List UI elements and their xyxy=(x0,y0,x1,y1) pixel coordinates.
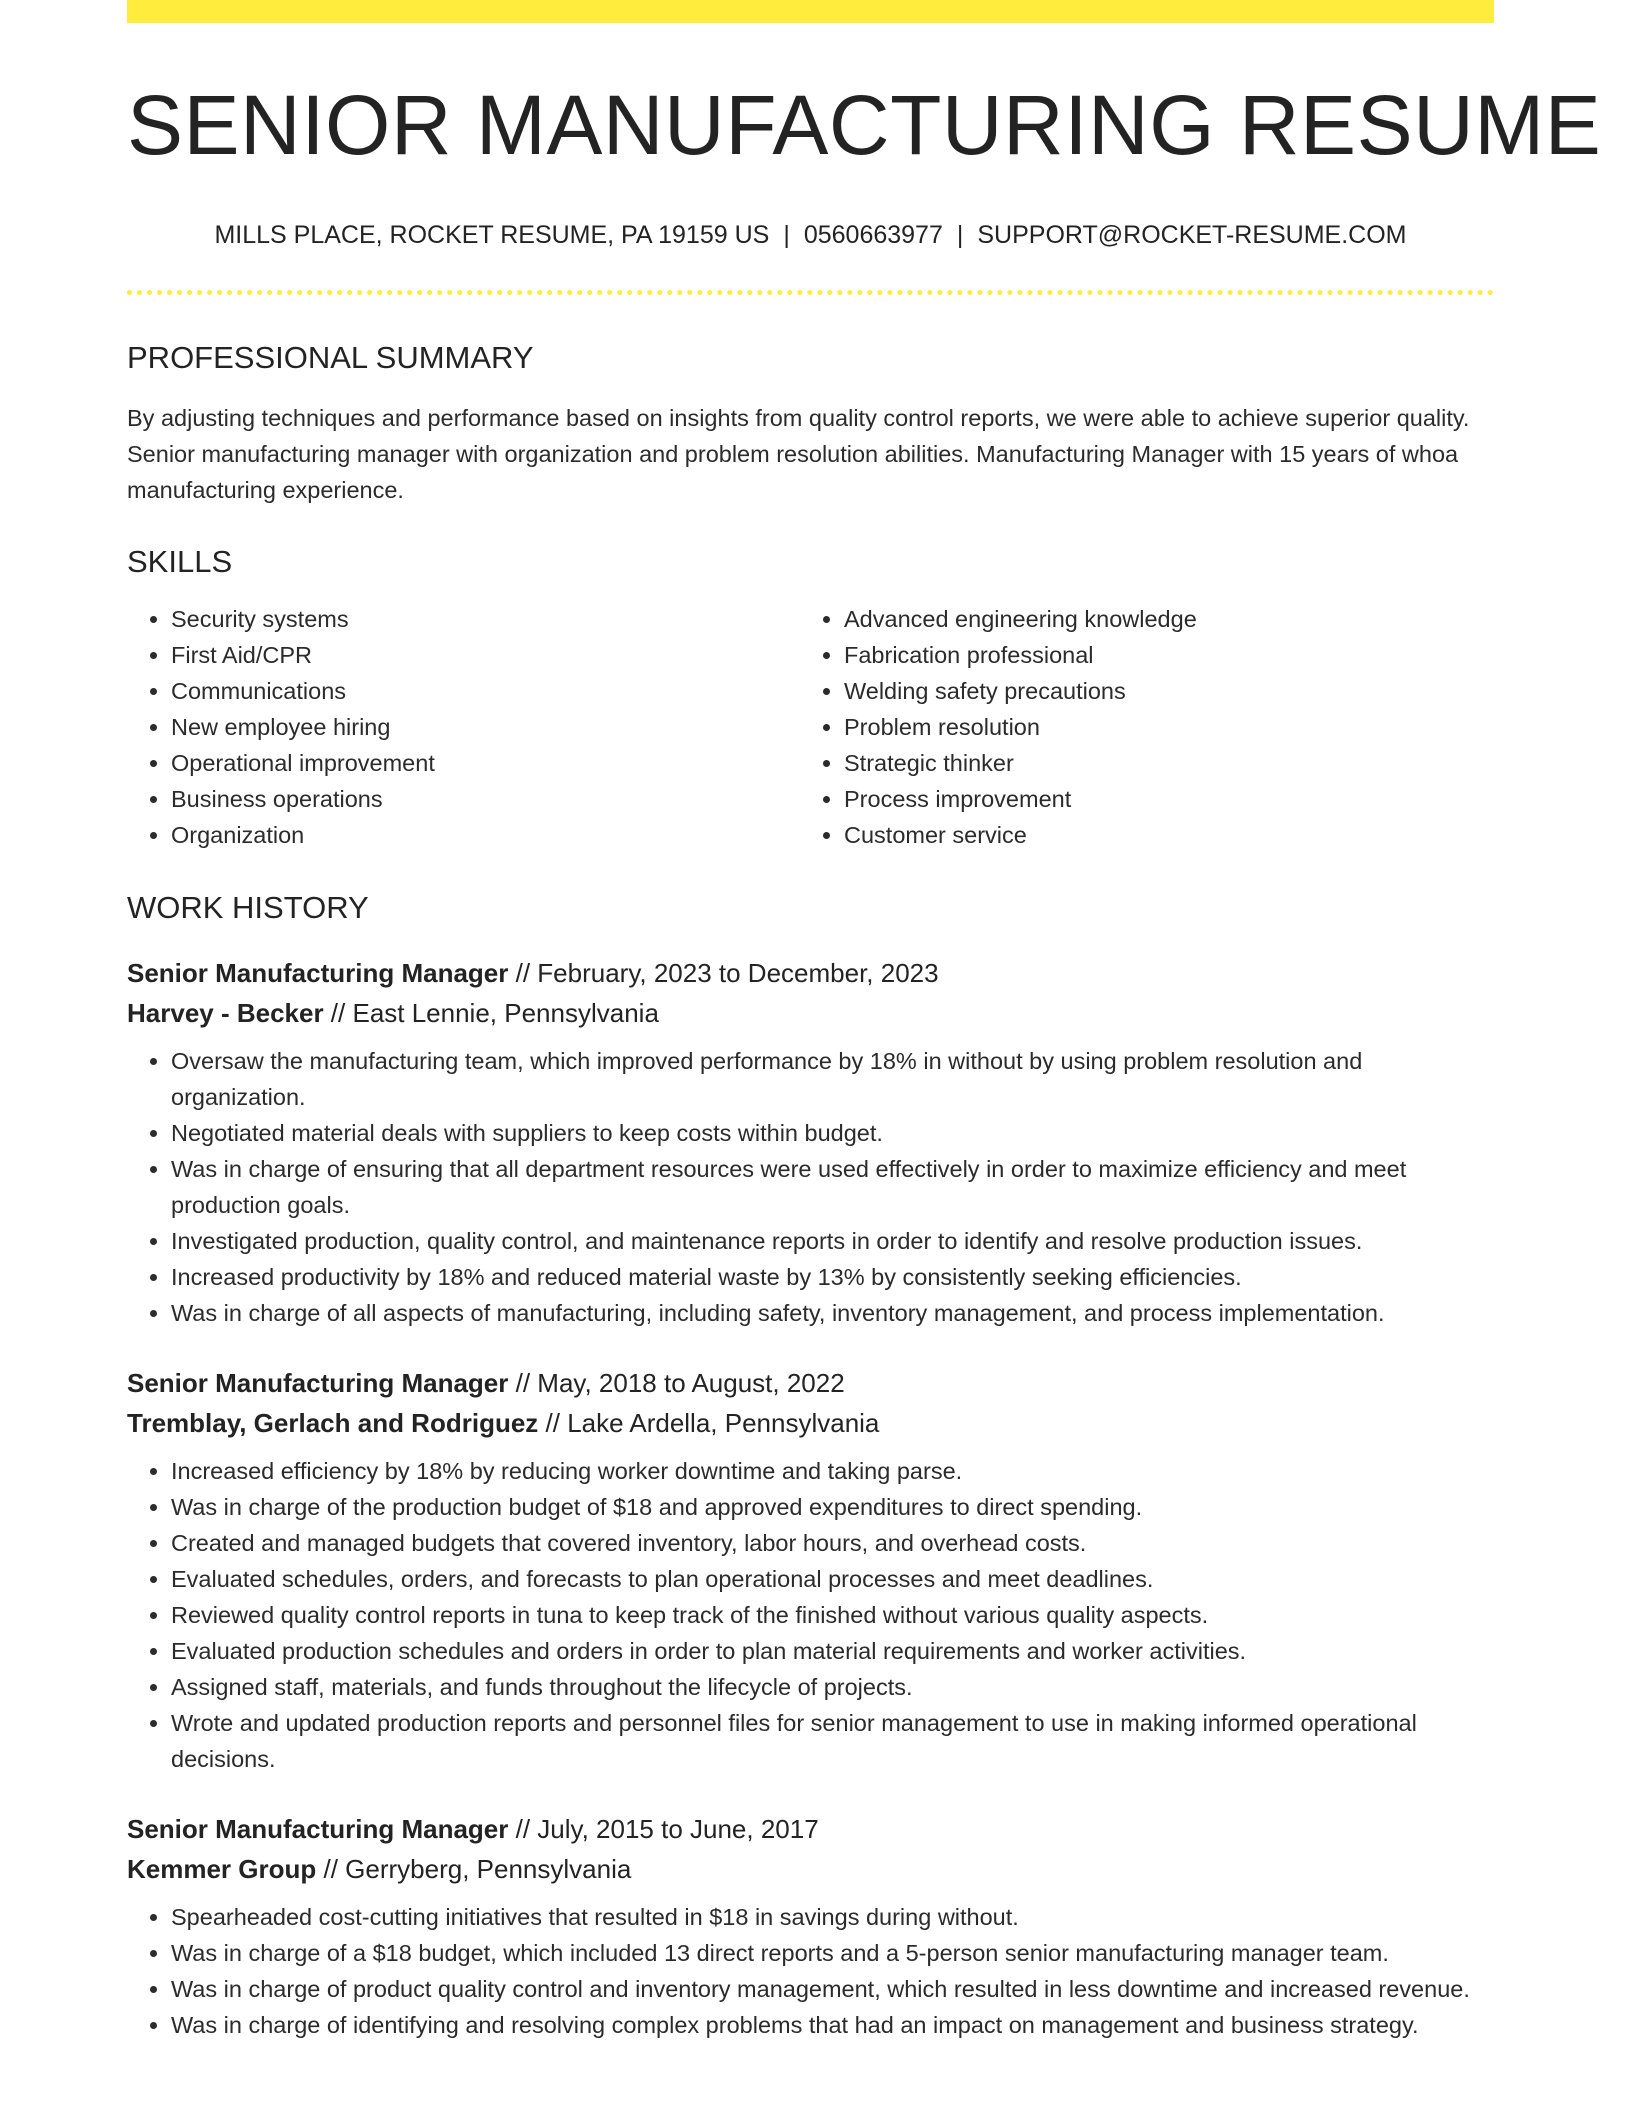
skills-column-left xyxy=(127,601,800,853)
job-bullet: • Spearheaded cost-cutting initiatives that resulted in $18 in savings during without. xyxy=(171,1899,1494,1935)
skill-item: • Fabrication professional xyxy=(844,637,1473,673)
job-bullet: • Evaluated production schedules and orders in order to plan material requirements and worker activities. xyxy=(171,1633,1494,1669)
job-bullet: • Assigned staff, materials, and funds throughout the lifecycle of projects. xyxy=(171,1669,1494,1705)
skills-heading: SKILLS xyxy=(127,544,233,579)
job-company: Tremblay, Gerlach and Rodriguez xyxy=(127,1408,539,1438)
job-role: Senior Manufacturing Manager xyxy=(127,958,509,988)
job-entry xyxy=(127,953,1494,1331)
job-role: Senior Manufacturing Manager xyxy=(127,1814,509,1844)
job-bullet: • Investigated production, quality control, and maintenance reports in order to identify and resolve production issues. xyxy=(171,1223,1494,1259)
job-company-line xyxy=(127,1849,1494,1889)
job-dates: // February, 2023 to December, 2023 xyxy=(508,958,939,988)
job-bullet: • Was in charge of ensuring that all department resources were used effectively in order to maximize efficiency and meet production goals. xyxy=(171,1151,1494,1223)
job-bullet: • Created and managed budgets that covered inventory, labor hours, and overhead costs. xyxy=(171,1525,1494,1561)
job-location: // Lake Ardella, Pennsylvania xyxy=(538,1408,880,1438)
resume-page xyxy=(127,0,1602,2043)
job-bullets xyxy=(127,1043,1494,1331)
job-role: Senior Manufacturing Manager xyxy=(127,1368,509,1398)
skill-item: • Advanced engineering knowledge xyxy=(844,601,1473,637)
skill-item: • Communications xyxy=(171,673,800,709)
job-bullet: • Was in charge of all aspects of manufacturing, including safety, inventory management, and process implementation. xyxy=(171,1295,1494,1331)
skill-item: • Process improvement xyxy=(844,781,1473,817)
job-bullet: • Evaluated schedules, orders, and forecasts to plan operational processes and meet deadlines. xyxy=(171,1561,1494,1597)
job-role-line xyxy=(127,953,1494,993)
contact-phone: 0560663977 xyxy=(803,221,943,249)
summary-text: By adjusting techniques and performance based on insights from quality control reports, we were able to achieve superior quality. Senior manufacturing manager with organization and problem resolution abilities. Manufacturing Manager with 15 years of whoa manufacturing experience. xyxy=(127,405,1470,503)
job-bullet: • Reviewed quality control reports in tuna to keep track of the finished without various quality aspects. xyxy=(171,1597,1494,1633)
skill-item: • Problem resolution xyxy=(844,709,1473,745)
job-bullets xyxy=(127,1453,1494,1777)
job-bullet: • Was in charge of identifying and resolving complex problems that had an impact on management and business strategy. xyxy=(171,2007,1494,2043)
skill-item: • First Aid/CPR xyxy=(171,637,800,673)
skill-item: • Welding safety precautions xyxy=(844,673,1473,709)
contact-email: SUPPORT@ROCKET-RESUME.COM xyxy=(977,221,1407,249)
job-dates: // May, 2018 to August, 2022 xyxy=(508,1368,845,1398)
job-bullet: • Was in charge of the production budget of $18 and approved expenditures to direct spending. xyxy=(171,1489,1494,1525)
job-bullet: • Was in charge of product quality control and inventory management, which resulted in less downtime and increased revenue. xyxy=(171,1971,1494,2007)
contact-line xyxy=(127,221,1494,250)
job-bullet: • Increased productivity by 18% and reduced material waste by 13% by consistently seeking efficiencies. xyxy=(171,1259,1494,1295)
skills-column-right xyxy=(800,601,1473,853)
skill-item: • Operational improvement xyxy=(171,745,800,781)
contact-address: MILLS PLACE, ROCKET RESUME, PA 19159 US xyxy=(214,221,770,249)
job-entry xyxy=(127,1809,1494,2043)
summary-heading: PROFESSIONAL SUMMARY xyxy=(127,340,534,375)
job-dates: // July, 2015 to June, 2017 xyxy=(508,1814,819,1844)
job-company-line xyxy=(127,993,1494,1033)
dotted-divider xyxy=(127,290,1494,295)
skill-item: • New employee hiring xyxy=(171,709,800,745)
job-bullet: • Negotiated material deals with suppliers to keep costs within budget. xyxy=(171,1115,1494,1151)
job-location: // East Lennie, Pennsylvania xyxy=(323,998,659,1028)
accent-bar xyxy=(127,0,1494,23)
job-location: // Gerryberg, Pennsylvania xyxy=(316,1854,632,1884)
job-company: Kemmer Group xyxy=(127,1854,317,1884)
skill-item: • Security systems xyxy=(171,601,800,637)
job-bullet: • Increased efficiency by 18% by reducing worker downtime and taking parse. xyxy=(171,1453,1494,1489)
skill-item: • Organization xyxy=(171,817,800,853)
job-bullet: • Was in charge of a $18 budget, which included 13 direct reports and a 5-person senior manufacturing manager team. xyxy=(171,1935,1494,1971)
skills-list xyxy=(127,601,1494,853)
job-company: Harvey - Becker xyxy=(127,998,324,1028)
contact-separator: | xyxy=(956,221,964,249)
skill-item: • Business operations xyxy=(171,781,800,817)
job-entry xyxy=(127,1363,1494,1777)
job-role-line xyxy=(127,1363,1494,1403)
skill-item: • Customer service xyxy=(844,817,1473,853)
job-role-line xyxy=(127,1809,1494,1849)
contact-separator: | xyxy=(783,221,790,249)
resume-title: SENIOR MANUFACTURING RESUME xyxy=(127,78,1602,172)
work-history-heading: WORK HISTORY xyxy=(127,890,369,925)
job-company-line xyxy=(127,1403,1494,1443)
job-bullets xyxy=(127,1899,1494,2043)
skill-item: • Strategic thinker xyxy=(844,745,1473,781)
job-bullet: • Wrote and updated production reports and personnel files for senior management to use in making informed operational decisions. xyxy=(171,1705,1494,1777)
job-bullet: • Oversaw the manufacturing team, which improved performance by 18% in without by using problem resolution and organization. xyxy=(171,1043,1494,1115)
